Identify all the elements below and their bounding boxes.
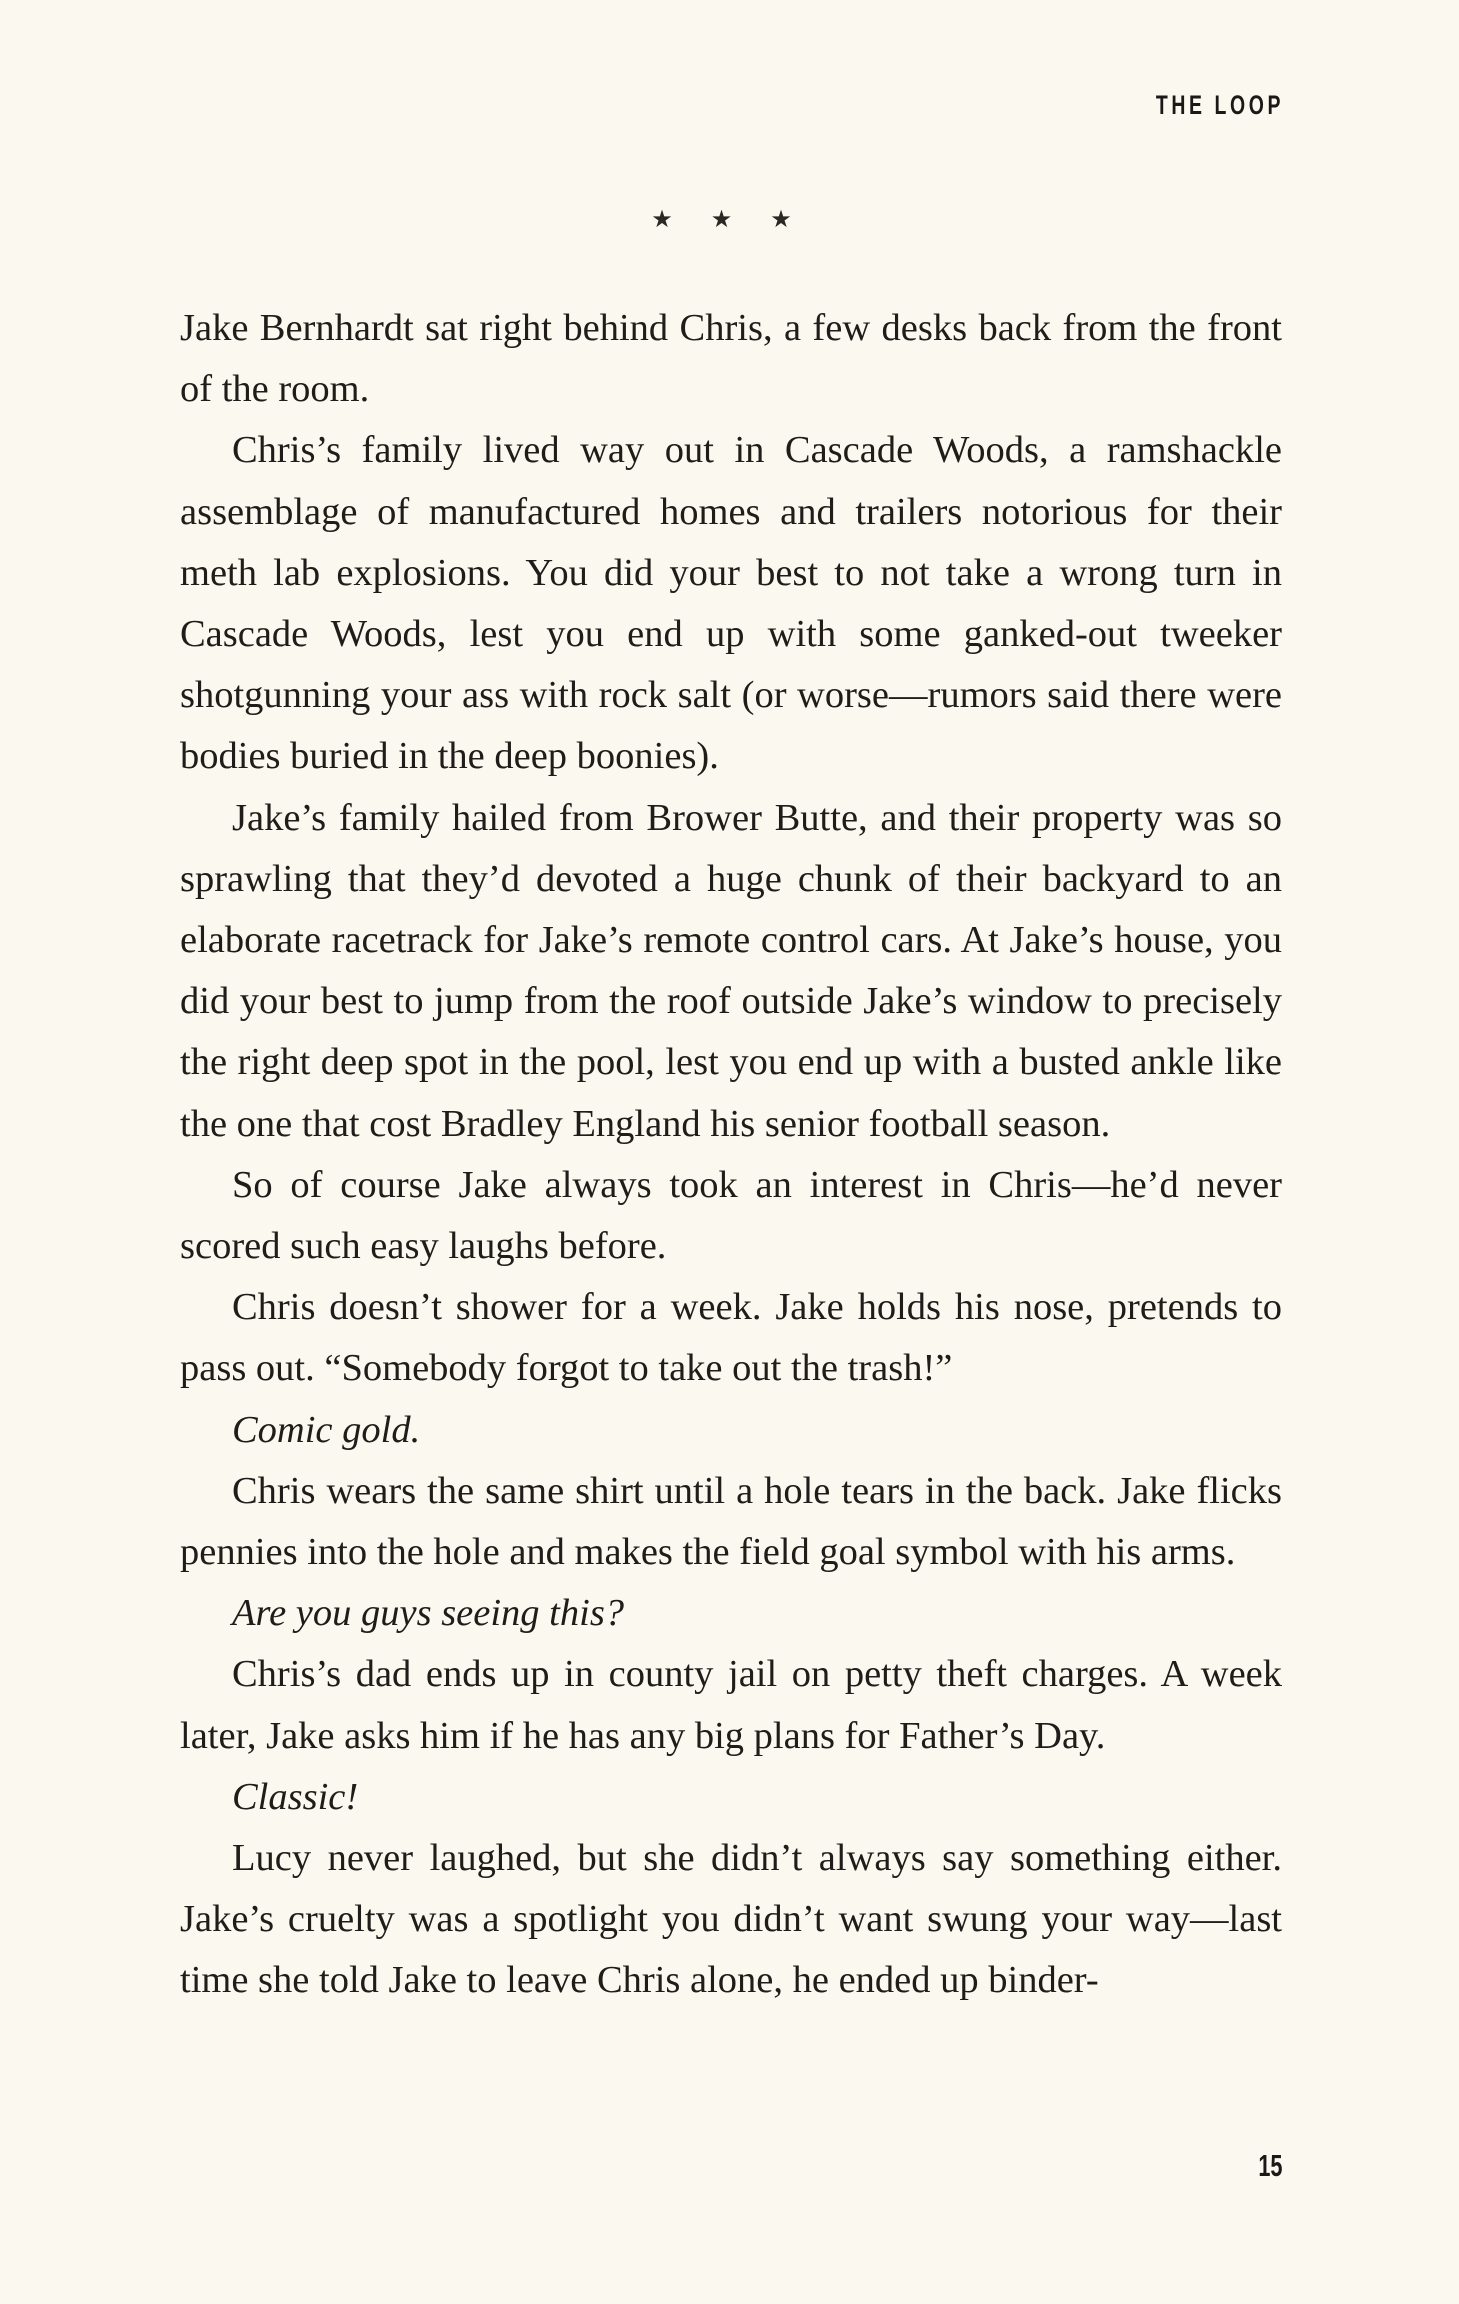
italic-aside: Comic gold.	[232, 1408, 421, 1451]
italic-aside: Classic!	[232, 1775, 359, 1818]
paragraph: Lucy never laughed, but she didn’t always say something either. Jake’s cruelty was a spotlight you didn’t want swung your way—last time she told Jake to leave Chris alone, he ended up binder-	[180, 1837, 1282, 2002]
paragraph: Jake’s family hailed from Brower Butte, and their property was so sprawling that they’d devoted a huge chunk of their backyard to an elaborate racetrack for Jake’s remote control cars. At Jake’s house, you did your best to jump from the roof outside Jake’s window to precisely the right deep spot in the pool, lest you end up with a busted ankle like the one that cost Bradley England his senior football season.	[180, 796, 1282, 1145]
paragraph: Chris’s family lived way out in Cascade Woods, a ramshackle assemblage of manufactured homes and trailers notorious for their meth lab explosions. You did your best to not take a wrong turn in Cascade Woods, lest you end up with some ganked-out tweeker shotgunning your ass with rock salt (or worse—rumors said there were bodies buried in the deep boonies).	[180, 429, 1282, 778]
running-header: THE LOOP	[1155, 90, 1284, 120]
paragraph: Chris wears the same shirt until a hole tears in the back. Jake flicks pennies into the hole and makes the field goal symbol with his arms.	[180, 1469, 1282, 1574]
paragraph: Chris doesn’t shower for a week. Jake holds his nose, pretends to pass out. “Somebody forgot to take out the trash!”	[180, 1286, 1282, 1390]
paragraph: So of course Jake always took an interest in Chris—he’d never scored such easy laughs before.	[180, 1163, 1282, 1268]
page-number: 15	[1257, 2148, 1282, 2183]
body-text	[180, 298, 1282, 2012]
section-break-ornament: ★ ★ ★	[651, 207, 808, 233]
paragraph: Jake Bernhardt sat right behind Chris, a few desks back from the front of the room.	[180, 307, 1282, 411]
italic-aside: Are you guys seeing this?	[232, 1592, 625, 1635]
paragraph: Chris’s dad ends up in county jail on petty theft charges. A week later, Jake asks him if he has any big plans for Father’s Day.	[180, 1653, 1282, 1757]
